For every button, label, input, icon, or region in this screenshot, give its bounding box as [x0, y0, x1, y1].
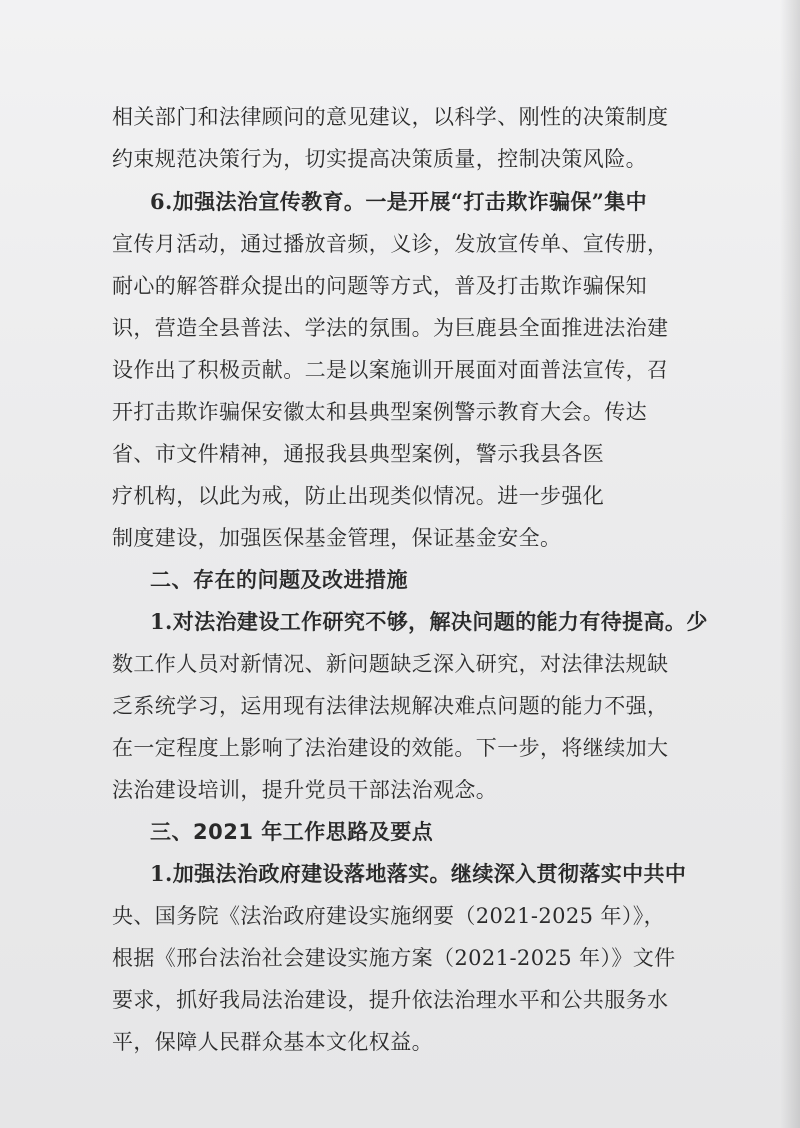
paragraph-line: 在一定程度上影响了法治建设的效能。下一步，将继续加大: [112, 736, 669, 760]
section-heading: 二、存在的问题及改进措施: [150, 568, 408, 592]
paragraph-line: 制度建设，加强医保基金管理，保证基金安全。: [112, 526, 562, 550]
section-item-6: 6.加强法治宣传教育。一是开展“打击欺诈骗保”集中: [150, 189, 648, 214]
paragraph-line: 平，保障人民群众基本文化权益。: [112, 1030, 433, 1054]
paragraph-line: 法治建设培训，提升党员干部法治观念。: [112, 778, 498, 802]
section-heading: 三、2021 年工作思路及要点: [150, 820, 434, 844]
paragraph-line: 设作出了积极贡献。二是以案施训开展面对面普法宣传，召: [112, 358, 669, 382]
paragraph-line: 相关部门和法律顾问的意见建议，以科学、刚性的决策制度: [112, 105, 669, 129]
paragraph-line: 央、国务院《法治政府建设实施纲要（2021-2025 年）》，: [112, 904, 666, 928]
paragraph-line: 疗机构，以此为戒，防止出现类似情况。进一步强化: [112, 484, 605, 508]
section-item-1: 1.加强法治政府建设落地落实。继续深入贯彻落实中共中: [150, 861, 687, 886]
paragraph-line: 宣传月活动，通过播放音频，义诊，发放宣传单、宣传册，: [112, 232, 669, 256]
paragraph-line: 乏系统学习，运用现有法律法规解决难点问题的能力不强，: [112, 694, 669, 718]
paragraph-line: 根据《邢台法治社会建设实施方案（2021-2025 年）》文件: [112, 946, 676, 970]
paragraph-line: 约束规范决策行为，切实提高决策质量，控制决策风险。: [112, 147, 647, 171]
section-item-1: 1.对法治建设工作研究不够，解决问题的能力有待提高。少: [150, 609, 708, 634]
paragraph-line: 开打击欺诈骗保安徽太和县典型案例警示教育大会。传达: [112, 400, 647, 424]
paragraph-line: 识，营造全县普法、学法的氛围。为巨鹿县全面推进法治建: [112, 316, 669, 340]
paragraph-line: 要求，抓好我局法治建设，提升依法治理水平和公共服务水: [112, 988, 669, 1012]
paragraph-line: 耐心的解答群众提出的问题等方式，普及打击欺诈骗保知: [112, 274, 647, 298]
paragraph-line: 省、市文件精神，通报我县典型案例，警示我县各医: [112, 442, 605, 466]
paragraph-line: 数工作人员对新情况、新问题缺乏深入研究，对法律法规缺: [112, 652, 669, 676]
